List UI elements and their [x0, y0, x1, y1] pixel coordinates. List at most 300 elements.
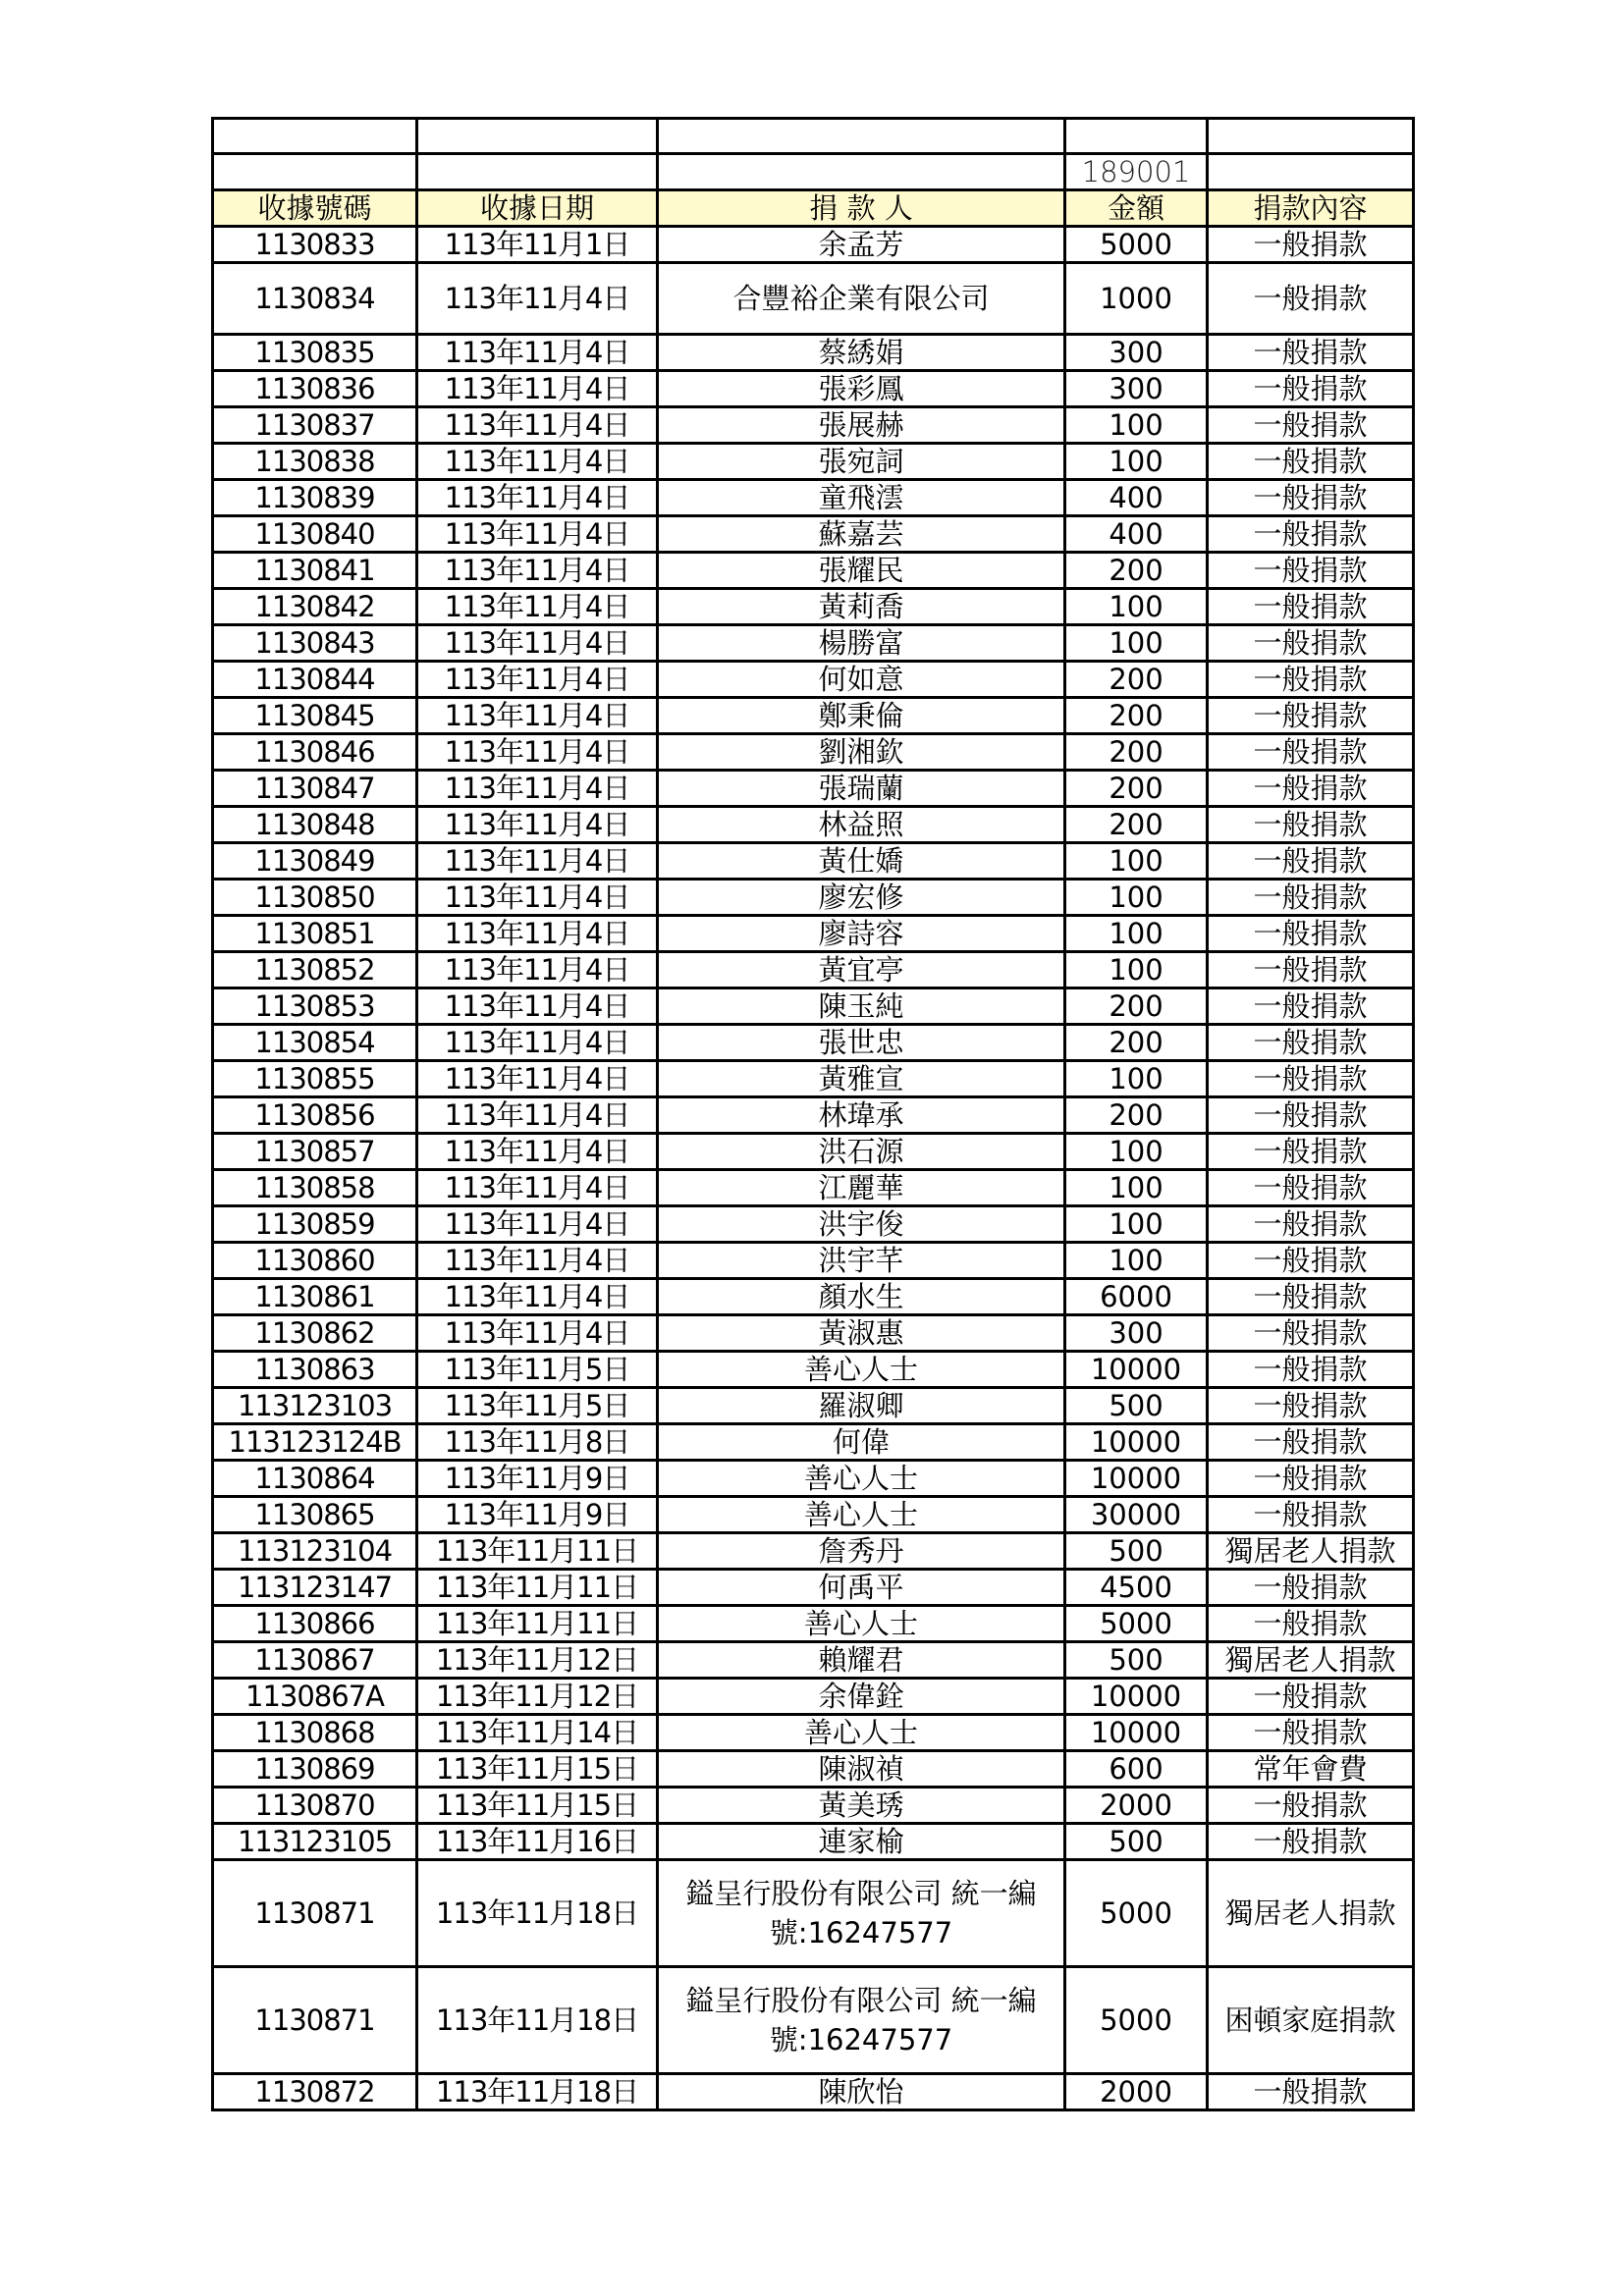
receipt-no-cell: 1130854	[213, 1025, 417, 1061]
amount-cell: 200	[1065, 1097, 1208, 1134]
donation-type-cell: 一般捐款	[1208, 880, 1414, 916]
receipt-no-cell: 1130842	[213, 589, 417, 625]
date-cell: 113年11月11日	[417, 1533, 658, 1570]
donation-type-cell: 一般捐款	[1208, 662, 1414, 698]
date-cell: 113年11月11日	[417, 1570, 658, 1606]
date-cell: 113年11月4日	[417, 1315, 658, 1352]
receipt-no-cell: 1130853	[213, 988, 417, 1025]
date-cell: 113年11月4日	[417, 480, 658, 516]
amount-cell: 5000	[1065, 1967, 1208, 2074]
donor-cell: 善心人士	[658, 1497, 1065, 1533]
header-row	[213, 190, 1414, 227]
amount-cell: 10000	[1065, 1715, 1208, 1751]
date-cell: 113年11月14日	[417, 1715, 658, 1751]
donation-type-cell: 一般捐款	[1208, 1243, 1414, 1279]
table-row	[213, 1824, 1414, 1860]
amount-cell: 500	[1065, 1388, 1208, 1424]
table-row	[213, 988, 1414, 1025]
donor-cell: 黃莉喬	[658, 589, 1065, 625]
donor-cell: 黃美琇	[658, 1788, 1065, 1824]
header-donor: 捐 款 人	[658, 190, 1065, 227]
donation-type-cell: 一般捐款	[1208, 589, 1414, 625]
date-cell: 113年11月9日	[417, 1461, 658, 1497]
table-row	[213, 480, 1414, 516]
date-cell: 113年11月4日	[417, 335, 658, 371]
table-row	[213, 1497, 1414, 1533]
donation-type-cell: 一般捐款	[1208, 335, 1414, 371]
table-row	[213, 1170, 1414, 1206]
donation-type-cell: 一般捐款	[1208, 1715, 1414, 1751]
amount-cell: 500	[1065, 1642, 1208, 1679]
donor-cell: 江麗華	[658, 1170, 1065, 1206]
date-cell: 113年11月4日	[417, 1061, 658, 1097]
receipt-no-cell: 1130857	[213, 1134, 417, 1170]
table-row	[213, 1788, 1414, 1824]
table-row	[213, 625, 1414, 662]
table-row	[213, 1967, 1414, 2074]
receipt-no-cell: 1130859	[213, 1206, 417, 1243]
date-cell: 113年11月4日	[417, 625, 658, 662]
table-row	[213, 1424, 1414, 1461]
amount-cell: 10000	[1065, 1352, 1208, 1388]
table-row	[213, 227, 1414, 263]
receipt-no-cell: 1130836	[213, 371, 417, 407]
table-row	[213, 1206, 1414, 1243]
date-cell: 113年11月11日	[417, 1606, 658, 1642]
receipt-no-cell: 1130862	[213, 1315, 417, 1352]
amount-cell: 200	[1065, 988, 1208, 1025]
donation-type-cell: 一般捐款	[1208, 1025, 1414, 1061]
amount-cell: 200	[1065, 807, 1208, 843]
date-cell: 113年11月4日	[417, 1170, 658, 1206]
donation-type-cell: 一般捐款	[1208, 1315, 1414, 1352]
receipt-no-cell: 1130852	[213, 952, 417, 988]
receipt-no-cell: 1130856	[213, 1097, 417, 1134]
receipt-no-cell: 113123105	[213, 1824, 417, 1860]
donor-cell: 何如意	[658, 662, 1065, 698]
donor-cell: 林益照	[658, 807, 1065, 843]
donation-type-cell: 一般捐款	[1208, 1061, 1414, 1097]
donor-cell: 陳欣怡	[658, 2074, 1065, 2110]
header-donation-type: 捐款內容	[1208, 190, 1414, 227]
date-cell: 113年11月9日	[417, 1497, 658, 1533]
donor-cell: 羅淑卿	[658, 1388, 1065, 1424]
date-cell: 113年11月18日	[417, 1860, 658, 1967]
donation-type-cell: 一般捐款	[1208, 371, 1414, 407]
receipt-no-cell: 1130838	[213, 444, 417, 480]
donation-type-cell: 一般捐款	[1208, 553, 1414, 589]
donor-cell: 善心人士	[658, 1606, 1065, 1642]
donor-cell: 賴耀君	[658, 1642, 1065, 1679]
receipt-no-cell: 1130860	[213, 1243, 417, 1279]
donor-cell: 何禹平	[658, 1570, 1065, 1606]
donation-type-cell: 一般捐款	[1208, 734, 1414, 771]
receipt-no-cell: 1130839	[213, 480, 417, 516]
amount-cell: 600	[1065, 1751, 1208, 1788]
amount-cell: 100	[1065, 444, 1208, 480]
donation-type-cell: 一般捐款	[1208, 1606, 1414, 1642]
total-amount: 189001	[1065, 154, 1208, 190]
donation-type-cell: 一般捐款	[1208, 1388, 1414, 1424]
amount-cell: 30000	[1065, 1497, 1208, 1533]
receipt-no-cell: 1130861	[213, 1279, 417, 1315]
amount-cell: 300	[1065, 335, 1208, 371]
receipt-no-cell: 1130837	[213, 407, 417, 444]
donor-cell: 善心人士	[658, 1715, 1065, 1751]
table-row	[213, 1606, 1414, 1642]
donation-type-cell: 一般捐款	[1208, 1679, 1414, 1715]
donation-type-cell: 困頓家庭捐款	[1208, 1967, 1414, 2074]
receipt-no-cell: 1130864	[213, 1461, 417, 1497]
donation-type-cell: 一般捐款	[1208, 771, 1414, 807]
table-row	[213, 1461, 1414, 1497]
donor-cell: 黃仕嬌	[658, 843, 1065, 880]
amount-cell: 500	[1065, 1824, 1208, 1860]
donation-type-cell: 一般捐款	[1208, 1170, 1414, 1206]
donation-type-cell: 一般捐款	[1208, 916, 1414, 952]
amount-cell: 2000	[1065, 1788, 1208, 1824]
date-cell: 113年11月4日	[417, 1134, 658, 1170]
donor-cell: 張彩鳳	[658, 371, 1065, 407]
table-row	[213, 807, 1414, 843]
date-cell: 113年11月5日	[417, 1352, 658, 1388]
donation-ledger-table	[211, 117, 1415, 2111]
table-row	[213, 1279, 1414, 1315]
date-cell: 113年11月4日	[417, 843, 658, 880]
donor-cell: 善心人士	[658, 1352, 1065, 1388]
table-row	[213, 407, 1414, 444]
date-cell: 113年11月4日	[417, 880, 658, 916]
donation-type-cell: 一般捐款	[1208, 227, 1414, 263]
donor-cell: 童飛澐	[658, 480, 1065, 516]
total-row	[213, 154, 1414, 190]
donation-type-cell: 一般捐款	[1208, 1097, 1414, 1134]
ledger-body	[213, 119, 1414, 2110]
amount-cell: 200	[1065, 771, 1208, 807]
date-cell: 113年11月4日	[417, 516, 658, 553]
table-row	[213, 952, 1414, 988]
table-row	[213, 335, 1414, 371]
date-cell: 113年11月4日	[417, 1243, 658, 1279]
donation-type-cell: 一般捐款	[1208, 516, 1414, 553]
receipt-no-cell: 1130869	[213, 1751, 417, 1788]
amount-cell: 100	[1065, 407, 1208, 444]
date-cell: 113年11月4日	[417, 589, 658, 625]
date-cell: 113年11月4日	[417, 371, 658, 407]
date-cell: 113年11月4日	[417, 916, 658, 952]
donation-type-cell: 一般捐款	[1208, 952, 1414, 988]
amount-cell: 100	[1065, 1170, 1208, 1206]
donor-cell: 蔡綉娟	[658, 335, 1065, 371]
receipt-no-cell: 1130871	[213, 1860, 417, 1967]
donor-cell: 詹秀丹	[658, 1533, 1065, 1570]
donation-type-cell: 一般捐款	[1208, 1279, 1414, 1315]
amount-cell: 100	[1065, 589, 1208, 625]
amount-cell: 200	[1065, 734, 1208, 771]
receipt-no-cell: 1130872	[213, 2074, 417, 2110]
date-cell: 113年11月4日	[417, 807, 658, 843]
blank-cell	[213, 119, 417, 154]
date-cell: 113年11月4日	[417, 662, 658, 698]
donor-cell: 顏水生	[658, 1279, 1065, 1315]
table-row	[213, 1352, 1414, 1388]
donation-type-cell: 一般捐款	[1208, 407, 1414, 444]
receipt-no-cell: 1130867	[213, 1642, 417, 1679]
date-cell: 113年11月4日	[417, 734, 658, 771]
table-row	[213, 1061, 1414, 1097]
amount-cell: 100	[1065, 952, 1208, 988]
receipt-no-cell: 1130844	[213, 662, 417, 698]
donor-cell: 洪宇芊	[658, 1243, 1065, 1279]
donation-type-cell: 一般捐款	[1208, 2074, 1414, 2110]
receipt-no-cell: 1130870	[213, 1788, 417, 1824]
date-cell: 113年11月4日	[417, 1206, 658, 1243]
blank-row	[213, 119, 1414, 154]
date-cell: 113年11月15日	[417, 1788, 658, 1824]
table-row	[213, 1642, 1414, 1679]
date-cell: 113年11月16日	[417, 1824, 658, 1860]
table-row	[213, 1243, 1414, 1279]
amount-cell: 200	[1065, 553, 1208, 589]
donation-type-cell: 一般捐款	[1208, 1788, 1414, 1824]
table-row	[213, 771, 1414, 807]
date-cell: 113年11月15日	[417, 1751, 658, 1788]
table-row	[213, 1679, 1414, 1715]
receipt-no-cell: 1130833	[213, 227, 417, 263]
receipt-no-cell: 113123103	[213, 1388, 417, 1424]
receipt-no-cell: 1130858	[213, 1170, 417, 1206]
donation-type-cell: 獨居老人捐款	[1208, 1642, 1414, 1679]
donor-cell: 洪宇俊	[658, 1206, 1065, 1243]
donor-cell: 陳淑禎	[658, 1751, 1065, 1788]
table-row	[213, 734, 1414, 771]
date-cell: 113年11月4日	[417, 952, 658, 988]
header-receipt-date: 收據日期	[417, 190, 658, 227]
amount-cell: 200	[1065, 662, 1208, 698]
date-cell: 113年11月4日	[417, 771, 658, 807]
table-row	[213, 1315, 1414, 1352]
receipt-no-cell: 1130835	[213, 335, 417, 371]
donor-cell: 張宛詞	[658, 444, 1065, 480]
donor-cell: 余孟芳	[658, 227, 1065, 263]
donation-type-cell: 一般捐款	[1208, 698, 1414, 734]
donor-cell: 何偉	[658, 1424, 1065, 1461]
blank-cell	[213, 154, 417, 190]
donor-cell: 張耀民	[658, 553, 1065, 589]
amount-cell: 4500	[1065, 1570, 1208, 1606]
amount-cell: 1000	[1065, 263, 1208, 335]
donation-type-cell: 一般捐款	[1208, 1134, 1414, 1170]
donor-cell: 洪石源	[658, 1134, 1065, 1170]
amount-cell: 300	[1065, 371, 1208, 407]
donation-type-cell: 一般捐款	[1208, 843, 1414, 880]
receipt-no-cell: 1130865	[213, 1497, 417, 1533]
receipt-no-cell: 1130848	[213, 807, 417, 843]
amount-cell: 2000	[1065, 2074, 1208, 2110]
table-row	[213, 1388, 1414, 1424]
donor-cell: 廖宏修	[658, 880, 1065, 916]
donor-cell: 善心人士	[658, 1461, 1065, 1497]
table-row	[213, 1134, 1414, 1170]
date-cell: 113年11月18日	[417, 1967, 658, 2074]
receipt-no-cell: 1130849	[213, 843, 417, 880]
receipt-no-cell: 1130845	[213, 698, 417, 734]
table-row	[213, 2074, 1414, 2110]
table-row	[213, 371, 1414, 407]
receipt-no-cell: 1130868	[213, 1715, 417, 1751]
receipt-no-cell: 1130851	[213, 916, 417, 952]
amount-cell: 100	[1065, 1206, 1208, 1243]
donor-cell: 黃淑惠	[658, 1315, 1065, 1352]
receipt-no-cell: 1130847	[213, 771, 417, 807]
amount-cell: 100	[1065, 880, 1208, 916]
amount-cell: 100	[1065, 843, 1208, 880]
amount-cell: 5000	[1065, 1860, 1208, 1967]
table-row	[213, 843, 1414, 880]
donation-type-cell: 一般捐款	[1208, 263, 1414, 335]
receipt-no-cell: 1130840	[213, 516, 417, 553]
date-cell: 113年11月4日	[417, 407, 658, 444]
amount-cell: 300	[1065, 1315, 1208, 1352]
amount-cell: 200	[1065, 1025, 1208, 1061]
table-row	[213, 589, 1414, 625]
date-cell: 113年11月8日	[417, 1424, 658, 1461]
header-amount: 金額	[1065, 190, 1208, 227]
donation-type-cell: 一般捐款	[1208, 1461, 1414, 1497]
receipt-no-cell: 113123104	[213, 1533, 417, 1570]
receipt-no-cell: 1130843	[213, 625, 417, 662]
blank-cell	[658, 154, 1065, 190]
donor-cell: 林瑋承	[658, 1097, 1065, 1134]
amount-cell: 100	[1065, 1134, 1208, 1170]
donor-cell: 楊勝富	[658, 625, 1065, 662]
donor-cell: 鎰呈行股份有限公司 統一編號:16247577	[658, 1967, 1065, 2074]
table-row	[213, 263, 1414, 335]
date-cell: 113年11月4日	[417, 1025, 658, 1061]
donation-type-cell: 一般捐款	[1208, 988, 1414, 1025]
amount-cell: 10000	[1065, 1461, 1208, 1497]
amount-cell: 10000	[1065, 1424, 1208, 1461]
donor-cell: 陳玉純	[658, 988, 1065, 1025]
donor-cell: 合豐裕企業有限公司	[658, 263, 1065, 335]
receipt-no-cell: 1130871	[213, 1967, 417, 2074]
table-row	[213, 1533, 1414, 1570]
donor-cell: 張瑞蘭	[658, 771, 1065, 807]
blank-cell	[658, 119, 1065, 154]
table-row	[213, 1025, 1414, 1061]
amount-cell: 100	[1065, 1243, 1208, 1279]
donation-type-cell: 一般捐款	[1208, 1824, 1414, 1860]
table-row	[213, 698, 1414, 734]
donor-cell: 黃宜亭	[658, 952, 1065, 988]
date-cell: 113年11月4日	[417, 1097, 658, 1134]
donation-type-cell: 一般捐款	[1208, 480, 1414, 516]
donation-type-cell: 常年會費	[1208, 1751, 1414, 1788]
receipt-no-cell: 1130867A	[213, 1679, 417, 1715]
date-cell: 113年11月5日	[417, 1388, 658, 1424]
table-row	[213, 1751, 1414, 1788]
receipt-no-cell: 113123147	[213, 1570, 417, 1606]
amount-cell: 100	[1065, 916, 1208, 952]
date-cell: 113年11月18日	[417, 2074, 658, 2110]
amount-cell: 5000	[1065, 227, 1208, 263]
table-row	[213, 1570, 1414, 1606]
donation-type-cell: 一般捐款	[1208, 625, 1414, 662]
receipt-no-cell: 1130846	[213, 734, 417, 771]
header-receipt-no: 收據號碼	[213, 190, 417, 227]
date-cell: 113年11月4日	[417, 1279, 658, 1315]
amount-cell: 100	[1065, 625, 1208, 662]
table-row	[213, 553, 1414, 589]
donor-cell: 鄭秉倫	[658, 698, 1065, 734]
table-row	[213, 1860, 1414, 1967]
table-row	[213, 916, 1414, 952]
donor-cell: 鎰呈行股份有限公司 統一編號:16247577	[658, 1860, 1065, 1967]
receipt-no-cell: 1130866	[213, 1606, 417, 1642]
table-row	[213, 880, 1414, 916]
date-cell: 113年11月4日	[417, 263, 658, 335]
amount-cell: 6000	[1065, 1279, 1208, 1315]
amount-cell: 400	[1065, 480, 1208, 516]
donor-cell: 連家榆	[658, 1824, 1065, 1860]
table-row	[213, 444, 1414, 480]
donor-cell: 張世忠	[658, 1025, 1065, 1061]
amount-cell: 500	[1065, 1533, 1208, 1570]
donation-type-cell: 一般捐款	[1208, 1206, 1414, 1243]
blank-cell	[1065, 119, 1208, 154]
amount-cell: 200	[1065, 698, 1208, 734]
donation-type-cell: 一般捐款	[1208, 444, 1414, 480]
amount-cell: 10000	[1065, 1679, 1208, 1715]
receipt-no-cell: 1130855	[213, 1061, 417, 1097]
donation-type-cell: 獨居老人捐款	[1208, 1533, 1414, 1570]
donor-cell: 張展赫	[658, 407, 1065, 444]
amount-cell: 5000	[1065, 1606, 1208, 1642]
donor-cell: 劉湘欽	[658, 734, 1065, 771]
receipt-no-cell: 1130850	[213, 880, 417, 916]
donor-cell: 廖詩容	[658, 916, 1065, 952]
date-cell: 113年11月4日	[417, 698, 658, 734]
amount-cell: 400	[1065, 516, 1208, 553]
donation-type-cell: 一般捐款	[1208, 1424, 1414, 1461]
donation-type-cell: 一般捐款	[1208, 1352, 1414, 1388]
amount-cell: 100	[1065, 1061, 1208, 1097]
receipt-no-cell: 1130841	[213, 553, 417, 589]
donation-type-cell: 一般捐款	[1208, 1570, 1414, 1606]
donor-cell: 蘇嘉芸	[658, 516, 1065, 553]
table-row	[213, 1097, 1414, 1134]
date-cell: 113年11月12日	[417, 1642, 658, 1679]
blank-cell	[417, 119, 658, 154]
table-row	[213, 1715, 1414, 1751]
donation-type-cell: 獨居老人捐款	[1208, 1860, 1414, 1967]
date-cell: 113年11月4日	[417, 444, 658, 480]
table-row	[213, 516, 1414, 553]
table-row	[213, 662, 1414, 698]
donation-type-cell: 一般捐款	[1208, 1497, 1414, 1533]
date-cell: 113年11月12日	[417, 1679, 658, 1715]
date-cell: 113年11月1日	[417, 227, 658, 263]
date-cell: 113年11月4日	[417, 553, 658, 589]
blank-cell	[1208, 119, 1414, 154]
donation-type-cell: 一般捐款	[1208, 807, 1414, 843]
receipt-no-cell: 1130863	[213, 1352, 417, 1388]
donor-cell: 余偉銓	[658, 1679, 1065, 1715]
blank-cell	[417, 154, 658, 190]
receipt-no-cell: 1130834	[213, 263, 417, 335]
date-cell: 113年11月4日	[417, 988, 658, 1025]
receipt-no-cell: 113123124B	[213, 1424, 417, 1461]
